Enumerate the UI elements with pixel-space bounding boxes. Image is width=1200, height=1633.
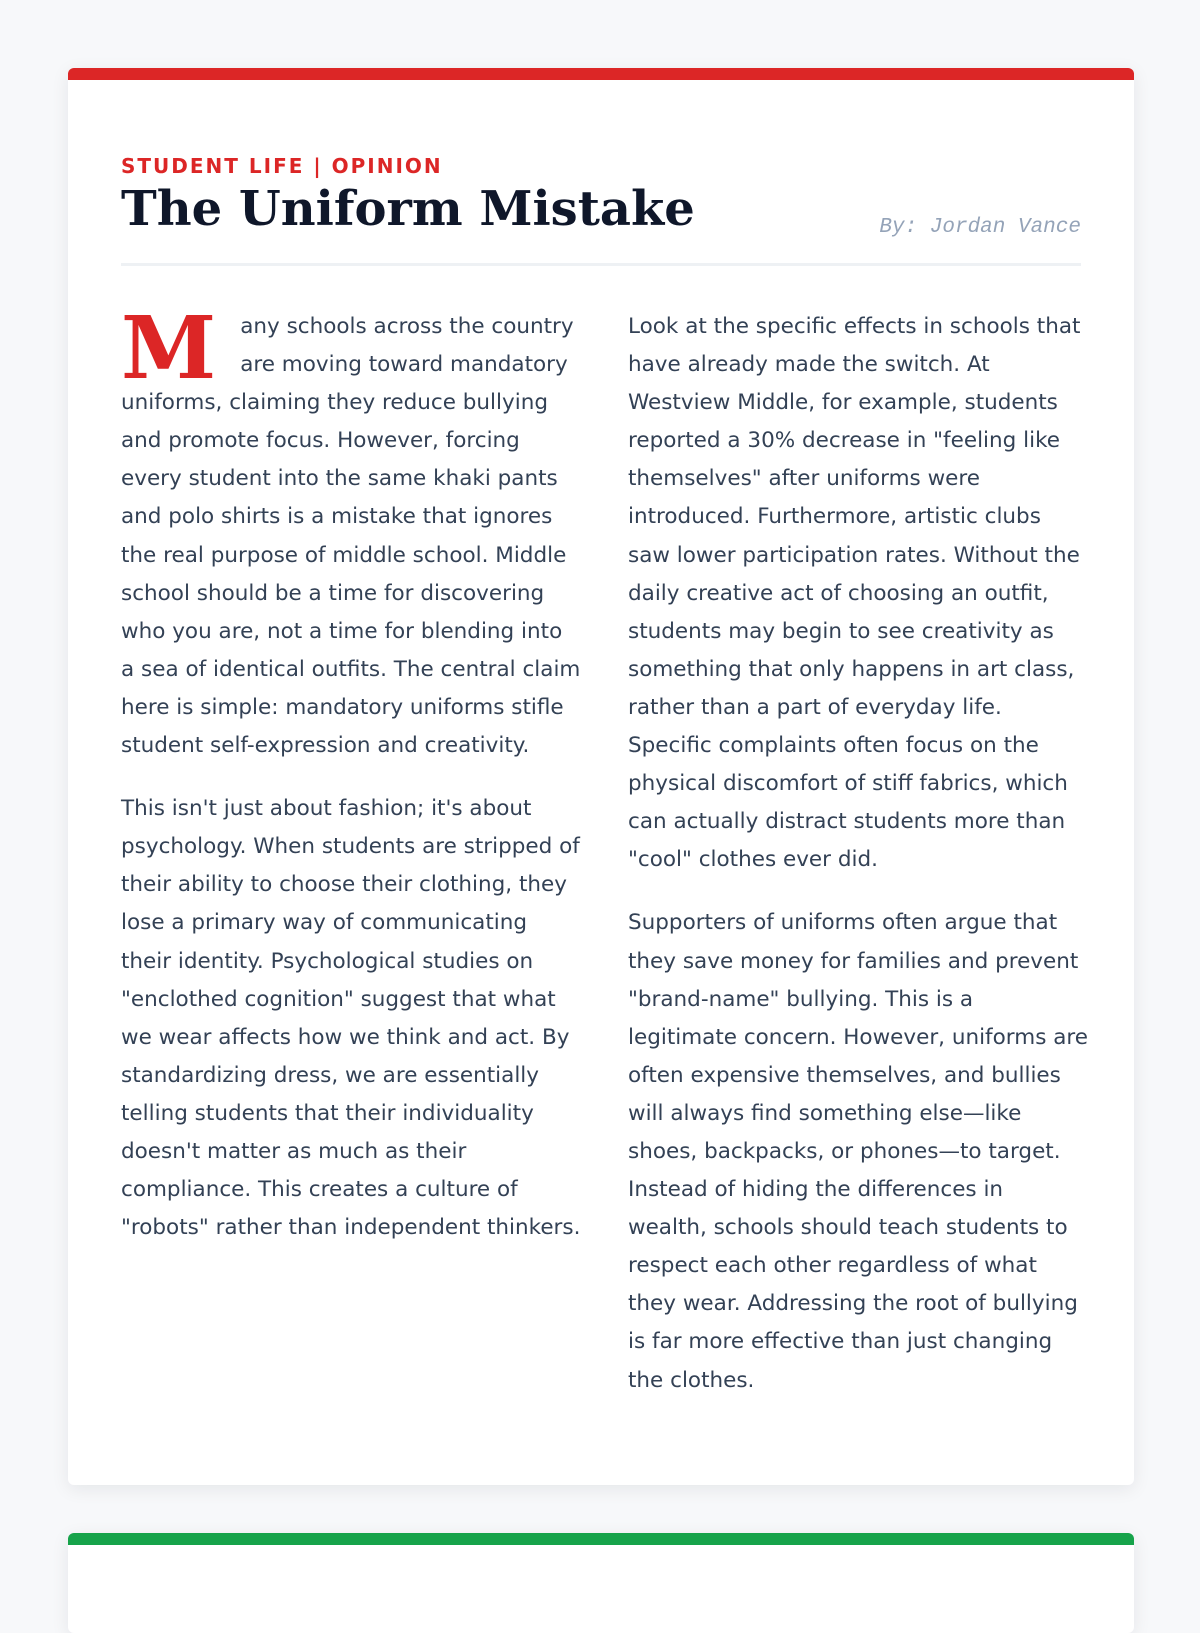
- article-paragraph: This isn't just about fashion; it's about psychology. When students are stripped of their ability to choose their clothing, they lose a primary way of communicating their identity. Psychological studies on "enclothed cognition" suggest that what we wear affects how we think and act. By standardizing dress, we are essentially telling students that their individuality doesn't matter as much as their compliance. This creates a culture of "robots" rather than independent thinkers.: [121, 796, 581, 1241]
- article-paragraph: Supporters of uniforms often argue that they save money for families and prevent "brand-name" bullying. This is a legitimate concern. However, uniforms are often expensive themselves, and bullies will always find something else—like shoes, backpacks, or phones—to target. Instead of hiding the differences in wealth, schools should teach students to respect each other regardless of what they wear. Addressing the root of bullying is far more effective than just changing the clothes.: [628, 910, 1088, 1393]
- article-header: [121, 154, 1081, 266]
- article-paragraph: Look at the specific effects in schools that have already made the switch. At Westview Middle, for example, students reported a 30% decrease in "feeling like themselves" after uniforms were introduced. Furthermore, artistic clubs saw lower participation rates. Without the daily creative act of choosing an outfit, students may begin to see creativity as something that only happens in art class, rather than a part of everyday life. Specific complaints often focus on the physical discomfort of stiff fabrics, which can actually distract students more than "cool" clothes ever did.: [628, 314, 1081, 873]
- article-title: The Uniform Mistake: [121, 181, 695, 237]
- article-byline: By: Jordan Vance: [879, 216, 1081, 239]
- paragraph-text: any schools across the country are moving toward mandatory uniforms, claiming they reduce bullying and promote focus. However, forcing every student into the same khaki pants and polo shirts is a mistake that ignores the real purpose of middle school. Middle school should be a time for discovering who you are, not a time for blending into a sea of identical outfits. The central claim here is simple: mandatory uniforms stifle student self-expression and creativity.: [121, 314, 581, 759]
- drop-cap: M: [121, 298, 217, 399]
- article-paragraph: [121, 298, 581, 765]
- article-column-left: [121, 298, 581, 1272]
- next-article-card: [68, 1533, 1134, 1633]
- section-kicker: STUDENT LIFE | OPINION: [121, 154, 443, 178]
- article-card: [68, 68, 1134, 1485]
- article-column-right: [628, 308, 1088, 1425]
